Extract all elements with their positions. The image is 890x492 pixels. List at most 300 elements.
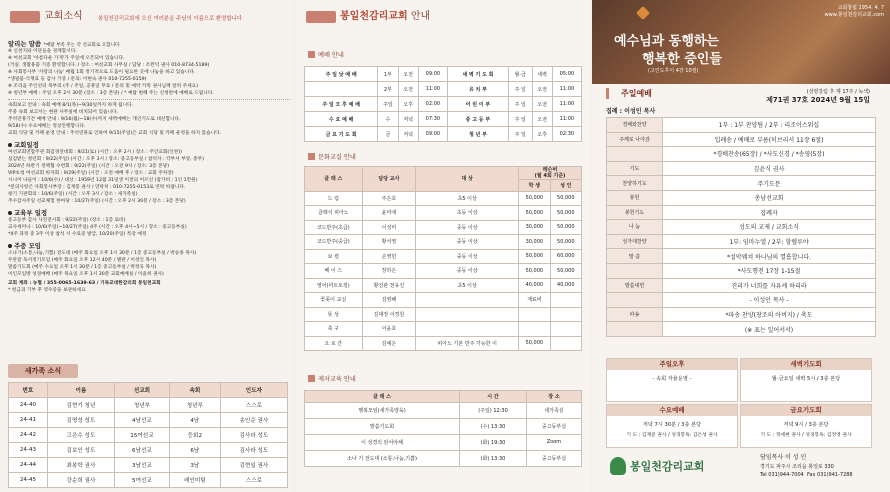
bullet-icon: [8, 143, 12, 147]
table-cell: 50,000: [550, 191, 581, 206]
table-cell: 50,000: [519, 191, 550, 206]
table-cell: 고은수 성도: [47, 428, 114, 443]
table-cell: 김예은: [362, 336, 416, 351]
table-row: [305, 278, 582, 293]
table-cell: 김영혜: [362, 293, 416, 308]
table-cell: 김윤식 권사: [663, 161, 876, 176]
edu-schedule-item: *4주 과정 중 3주 이상 참석 시 수료증 발급, 10/20(주일) 특강 예정: [8, 232, 147, 237]
notice-heading: [8, 39, 290, 48]
notice-item: ※ 조리음 주인선터 목부의 (주 / 주일, 공휴일 무료 / 문의 및 예약 카톡 권사님께 알려 주세요): [8, 84, 199, 89]
table-cell: 05:00: [552, 67, 581, 82]
table-cell: 강순희 권사: [47, 473, 114, 488]
table-cell: 주 일: [508, 112, 532, 127]
service-box: [606, 358, 738, 402]
table-cell: [607, 322, 663, 337]
table-row: [607, 176, 876, 191]
church-schedule-item: *문의사항은 사회봉사부장 : 김재봉 권사 / 연락처 : 010-7255-0153로 연락 바랍니다.: [8, 185, 186, 190]
table-cell: 말씀대면: [607, 278, 663, 293]
table-cell: 이윤호: [362, 322, 416, 337]
meeting-item: 소나기(소통,나눔,기쁨) 전도대 (매주 화요일 오후 1시 30분 / 1층 중고등부실 / 박승종 목사): [8, 251, 197, 256]
notice-dot-item: 교회 식당 및 카페 운영 안내 : 추석연휴로 인하여 9/15(주일)은 교회 식당 및 카페 운영을 하지 않습니다.: [8, 131, 222, 136]
table-cell: 봉헌기도: [607, 205, 663, 220]
title-bar-decoration: [306, 11, 336, 23]
table-cell: 3남선교: [115, 458, 170, 473]
table-cell: (수) 13:30: [460, 418, 527, 434]
table-cell: 중고등부실: [526, 418, 581, 434]
service-box-heading: 새벽기도회: [741, 359, 871, 370]
table-row: [607, 205, 876, 220]
table-row: [305, 97, 582, 112]
table-cell: 행복모임(새가족양육): [305, 402, 460, 418]
phone: Tel 031)944-7004: [760, 472, 804, 478]
church-url: www.봉일천감리교회.com: [824, 12, 884, 18]
discipleship-table: [304, 390, 582, 467]
table-cell: 24-45: [9, 473, 48, 488]
table-row: [305, 235, 582, 250]
table-row: [305, 191, 582, 206]
table-cell: 집례자: [663, 205, 876, 220]
info-title: [306, 8, 430, 26]
table-cell: [305, 82, 378, 97]
table-cell: 소나 기 전도대 (소통,나눔,기쁨): [305, 450, 460, 466]
table-row: [305, 112, 582, 127]
hero-headline-1: 예수님과 동행하는: [614, 34, 719, 49]
table-cell: 3남: [169, 458, 220, 473]
news-title-text: 교회소식: [44, 11, 83, 22]
table-cell: 이 성경의 읽어야해: [305, 434, 460, 450]
table-cell: 장하은: [362, 264, 416, 279]
section-icon: [308, 51, 315, 58]
table-cell: 꽃꽂이 교실: [305, 293, 363, 308]
phone-fax: [760, 472, 880, 478]
table-cell: [416, 322, 519, 337]
table-cell: [550, 336, 581, 351]
table-header-cell: 시 간: [460, 391, 527, 403]
table-cell: 김명성 성도: [47, 413, 114, 428]
table-row: [305, 450, 582, 466]
table-cell: 스스로: [220, 473, 287, 488]
table-header-cell: 선교회: [115, 383, 170, 398]
table-cell: 4남선교: [115, 413, 170, 428]
table-row: [607, 263, 876, 278]
table-cell: 30,000: [519, 235, 550, 250]
edu-schedule-heading-text: 교육부 일정: [14, 209, 48, 217]
table-cell: 금: [378, 127, 398, 142]
table-cell: 코드반주(초급): [305, 220, 363, 235]
notice-dot-item: 속회보고 안내 : 속회 예배 8/1(목)~9/30일까지 하게 됩니다.: [8, 103, 134, 108]
notice-item: *생필품·식재료 등 감사 기증 / 문의: 이현숙 권사 010-7255-0159): [8, 77, 147, 82]
table-row: [607, 220, 876, 235]
table-cell: 파송: [607, 307, 663, 322]
table-cell: *경배찬송(65장) / *사도신경 / *송영(5장): [663, 147, 876, 162]
table-cell: 기도: [607, 161, 663, 176]
culture-heading: [304, 152, 356, 163]
table-cell: 오전: [398, 67, 418, 82]
table-cell: 11:00: [552, 112, 581, 127]
table-cell: 중등 이상: [416, 264, 519, 279]
table-cell: 저녁: [398, 112, 418, 127]
news-panel: [0, 0, 294, 492]
section-icon: [308, 375, 315, 382]
dot-list: [8, 102, 290, 137]
table-cell: 오후: [398, 97, 418, 112]
table-cell: *사도행전 17장 1-15절: [663, 263, 876, 278]
table-cell: 주 일: [508, 82, 532, 97]
table-cell: 11:00: [418, 82, 447, 97]
church-schedule-item: 추수감사주일 선교체험 한마당 : 10/27(주일) (시간 : 오후 2시 30분 / 장소 : 3층 본당): [8, 199, 186, 204]
discipleship-heading: [304, 374, 356, 385]
table-header-cell: 클 래 스: [305, 167, 363, 192]
table-header-cell: 성 인: [550, 180, 581, 192]
edu-schedule-list: [8, 217, 290, 238]
new-family-table: [8, 382, 288, 488]
table-cell: - 이성인 목사 -: [663, 293, 876, 308]
notice-item: ※ 여선교회 '아름다운 가게'가 주일에 오픈되어 있습니다.: [8, 56, 125, 61]
table-cell: 김현기 청년: [47, 398, 114, 413]
culture-table: [304, 166, 582, 351]
bullet-icon: [8, 211, 12, 215]
table-cell: 주 일 오 후 예 배: [305, 97, 378, 112]
table-row: [9, 398, 288, 413]
table-cell: 유 치 부: [447, 82, 508, 97]
table-row: [305, 418, 582, 434]
table-row: [607, 249, 876, 264]
church-schedule-item: 시니어 나들이 : 10/6(수) / 대상 : 1959년 12월 31일생 이전의 어르신 (참가비 : 1인 1만원): [8, 178, 198, 183]
table-cell: 4남: [169, 413, 220, 428]
table-cell: 50,000: [519, 336, 550, 351]
table-cell: [519, 322, 550, 337]
info-title-suffix: 안내: [410, 11, 431, 22]
table-cell: 주일: [378, 97, 398, 112]
table-row: [607, 132, 876, 147]
table-cell: [550, 307, 581, 322]
table-cell: (※ 표는 일어서서): [663, 322, 876, 337]
table-cell: 50,000: [550, 264, 581, 279]
service-box: [740, 358, 872, 402]
service-box-heading: 주일오후: [607, 359, 737, 370]
service-box-line: 저녁 9시 / 3층 본당: [783, 422, 829, 428]
table-row: [607, 118, 876, 133]
table-cell: 02:00: [418, 97, 447, 112]
table-cell: 월-금: [508, 67, 532, 82]
table-cell: 초5 이상: [416, 278, 519, 293]
officiant: 집례 : 이성인 목사: [606, 108, 656, 115]
table-header-cell: 대 상: [416, 167, 519, 192]
table-cell: [519, 307, 550, 322]
table-cell: 청년부: [115, 398, 170, 413]
table-cell: 레인미팅: [169, 473, 220, 488]
church-schedule-heading-text: 교회일정: [14, 141, 39, 149]
account-note: * 헌금과 기부 후 영수증을 보관하세요: [8, 288, 86, 293]
table-row: [607, 278, 876, 293]
table-cell: 새벽: [532, 67, 552, 82]
discipleship-heading-text: 제자교육 안내: [318, 376, 356, 383]
table-cell: 중고등부실: [526, 450, 581, 466]
table-row: [9, 413, 288, 428]
table-cell: 1부: [378, 67, 398, 82]
table-cell: 경배와찬양: [607, 118, 663, 133]
table-cell: 중등 이상: [416, 220, 519, 235]
table-cell: 오전: [398, 82, 418, 97]
cross-icon: [636, 6, 650, 20]
table-cell: 5여선교: [115, 473, 170, 488]
table-cell: 말씀기도회: [305, 418, 460, 434]
table-cell: 손영민: [362, 249, 416, 264]
table-row: [607, 161, 876, 176]
meeting-item: 이인모임방 성경예배 (매주 목요일 오후 1시 30분 교회예배실 / 이윤희 권사): [8, 272, 164, 277]
worship-heading-text: 예배 안내: [318, 52, 344, 59]
table-cell: 황진관 천유진: [362, 278, 416, 293]
title-bar-decoration: [10, 11, 40, 23]
table-cell: 24-43: [9, 443, 48, 458]
service-box: [740, 404, 872, 448]
table-cell: 베 이 스: [305, 264, 363, 279]
table-cell: 초등 이상: [416, 206, 519, 221]
table-cell: [607, 263, 663, 278]
table-cell: 24-40: [9, 398, 48, 413]
hero-verse: (고린도후서 4장 10절): [648, 68, 699, 74]
table-cell: 황서영: [362, 235, 416, 250]
table-cell: 김대정 이경원: [362, 307, 416, 322]
table-cell: 말 씀: [607, 249, 663, 264]
notice-extra: *예람 부족 주는 각 선교회로 오합니다: [43, 43, 120, 48]
news-body: [8, 36, 290, 294]
table-cell: 영어(미트토킹): [305, 278, 363, 293]
table-cell: [550, 293, 581, 308]
worship-table: [304, 66, 582, 142]
table-cell: [550, 322, 581, 337]
section-icon: [308, 153, 315, 160]
table-row: [305, 434, 582, 450]
table-cell: 오전: [532, 97, 552, 112]
table-row: [607, 293, 876, 308]
table-row: [9, 428, 288, 443]
table-header-cell: 담당 교사: [362, 167, 416, 192]
table-row: [305, 127, 582, 142]
service-box-line: - 속회 자율운영 -: [652, 376, 692, 382]
table-cell: *설악웨쳐 하나님의 열흡합니다.: [663, 249, 876, 264]
weekly-meeting-list: [8, 250, 290, 278]
table-row: [305, 220, 582, 235]
edu-schedule-item: 교사세미나 : 10/6(주일)~10/27(주일) 4주 (시간 : 오후 4시~5시 / 장소 : 중고등부실): [8, 225, 187, 230]
table-cell: 02:30: [552, 127, 581, 142]
church-schedule-item: 2024년 하반기 정책협 수련회 : 9/22(주일) (시간 : 오전 9시 / 장소: 3층 본당): [8, 164, 170, 169]
table-cell: 나 눔: [607, 220, 663, 235]
table-cell: 코드반주(중급): [305, 235, 363, 250]
table-cell: 피아노 기본 반주 가능한 이: [416, 336, 519, 351]
table-cell: [607, 147, 663, 162]
table-cell: 찬양하기도: [607, 176, 663, 191]
fee-basis: (월 4회 기준): [534, 173, 566, 179]
table-cell: 봉헌: [607, 190, 663, 205]
meeting-item: 두란갈 독서정기모임 (매주 화요일 오후 12시 40분 / 별관 / 이성인 목사): [8, 258, 157, 263]
notice-item: ※ 신천지와 이단들을 경계합시다.: [8, 49, 77, 54]
service-box-line: 저녁 7시 30분 / 3층 본당: [642, 422, 702, 428]
table-row: [9, 458, 288, 473]
issue-number: 제71권 37호 2024년 9월 15일: [766, 96, 870, 104]
logo-emblem-icon: [610, 457, 626, 475]
info-title-church: 봉일천감리교회: [340, 11, 408, 22]
table-cell: 성도의 교제 / 교회소식: [663, 220, 876, 235]
table-cell: 6남선교: [115, 443, 170, 458]
church-schedule-item: 섬김받는 청년회 : 9/22(주일) (시간 : 오후 3시 / 장소: 중고등부실 / 참석자 : 각부서 부장, 총무): [8, 157, 205, 162]
table-cell: 24-41: [9, 413, 48, 428]
church-founded: 교회창립 1954. 4. 7: [837, 5, 884, 11]
table-header-row: [305, 167, 582, 180]
table-cell: 중등 이상: [416, 249, 519, 264]
notice-item: (거실. 생활용품 기증 환영합니다. / 장소 : 여선교회 사무실 / 담당 : 조완덕 권사 010-8734-5189): [8, 63, 210, 68]
table-row: [305, 322, 582, 337]
divider: [8, 99, 290, 100]
edu-schedule-item: 중고등부 감사 사진전시회 : 9/22(주일) (장소 : 1층 로비): [8, 218, 126, 223]
worship-heading: [304, 50, 344, 61]
table-header-cell: 속회: [169, 383, 220, 398]
info-panel: [296, 0, 590, 492]
table-cell: 50,000: [519, 206, 550, 221]
table-row: [305, 264, 582, 279]
table-row: [305, 293, 582, 308]
table-cell: 축 구: [305, 322, 363, 337]
table-cell: 주 일: [508, 97, 532, 112]
table-cell: 50,000: [550, 235, 581, 250]
notice-heading-text: 알리는 말씀: [8, 40, 42, 48]
table-cell: 김현일 권사: [220, 458, 287, 473]
table-header-cell: 학 생: [519, 180, 550, 192]
table-cell: 09:00: [418, 127, 447, 142]
table-cell: 주 일: [508, 127, 532, 142]
church-address: 경기도 파주시 조리읍 봉일로 330: [760, 464, 834, 470]
church-schedule-list: [8, 149, 290, 205]
table-cell: 등회2: [169, 428, 220, 443]
table-cell: Zoom: [526, 434, 581, 450]
table-cell: 11:00: [552, 82, 581, 97]
bulletin-cover-panel: [592, 0, 890, 492]
table-cell: [416, 307, 519, 322]
table-cell: 2부: [378, 82, 398, 97]
table-row: [305, 402, 582, 418]
table-header-cell: 장 소: [526, 391, 581, 403]
table-cell: 1부: 임마누엘 / 2부: 할렐루야: [663, 234, 876, 249]
table-cell: 오 로 간: [305, 336, 363, 351]
table-row: [305, 307, 582, 322]
table-row: [607, 307, 876, 322]
table-cell: 드 럼: [305, 191, 363, 206]
table-cell: 50,000: [550, 206, 581, 221]
table-cell: 주은호: [362, 191, 416, 206]
table-cell: (주일) 12:30: [460, 402, 527, 418]
table-cell: 30,000: [519, 220, 550, 235]
logo-church-name: 봉일천감리교회: [630, 460, 705, 473]
notice-dot-item: 9/18(수) 수요예배는 정상진행합니다.: [8, 124, 86, 129]
table-cell: 수 요 예 배: [305, 112, 378, 127]
service-box-heading: 금요기도회: [741, 405, 871, 416]
table-cell: 오전: [532, 82, 552, 97]
table-row: [305, 82, 582, 97]
table-cell: 어 린 이 부: [447, 97, 508, 112]
table-cell: 새 벽 기 도 회: [447, 67, 508, 82]
table-cell: 40,000: [519, 278, 550, 293]
table-cell: 최봉학 권사: [47, 458, 114, 473]
table-row: [305, 249, 582, 264]
table-header-cell: 인도자: [220, 383, 287, 398]
table-cell: 새가족실: [526, 402, 581, 418]
culture-heading-text: 문화교실 안내: [318, 154, 356, 161]
table-cell: 스스로: [220, 398, 287, 413]
table-cell: 60,000: [550, 249, 581, 264]
table-cell: 중 고 등 부: [447, 112, 508, 127]
service-box-heading: 수요예배: [607, 405, 737, 416]
table-cell: 24-42: [9, 428, 48, 443]
church-contact: [760, 452, 880, 478]
notice-item: ※ 청년부 예배 : 주일 오후 2시 30분 (장소 : 3층 본당) / * 예람 변혜 주는 신청반에 예배로 드립니다.: [8, 91, 214, 96]
hero-image: [592, 0, 890, 84]
church-schedule-heading: [8, 140, 290, 149]
notice-dot-item: 추석연휴기간 예배 안내 : 9/16(월)~18(수)까지 새벽예배는 개인기도로 대신합니다.: [8, 117, 181, 122]
table-cell: 총남선교회: [663, 190, 876, 205]
church-account: 교회 계좌 : 농협 / 355-0065-1639-63 / 기독교대한감리회 봉일천교회: [8, 281, 161, 286]
service-box-line: 기 도 : 정세현 권사 / 성경봉독: 김정영 권사: [760, 433, 852, 438]
service-order-table: [606, 117, 876, 337]
table-row: [607, 147, 876, 162]
table-cell: 주 일 낮 예 배: [305, 67, 378, 82]
table-cell: 진리가 너희를 자유케 하리라: [663, 278, 876, 293]
table-cell: 24-44: [9, 458, 48, 473]
table-row: [607, 190, 876, 205]
table-row: [9, 443, 288, 458]
table-cell: 09:00: [418, 67, 447, 82]
service-box-line: 기 도 : 김재준 권사 / 성경봉독: 김은성 권사: [626, 433, 718, 438]
bullet-icon: [8, 244, 12, 248]
table-cell: (화) 19:30: [460, 434, 527, 450]
table-cell: 성가대찬양: [607, 234, 663, 249]
notice-item: ※ 사회봉사부 '사랑의 나눔' 매월 1회 정기적으로 도움이 필요한 곳에 나눔을 하고 있습니다.: [8, 70, 196, 75]
table-cell: 클래식 피아노: [305, 206, 363, 221]
table-cell: 15여선교: [115, 428, 170, 443]
edu-schedule-heading: [8, 208, 290, 217]
table-row: [305, 336, 582, 351]
table-cell: 오전: [532, 112, 552, 127]
weekly-meeting-heading-text: 주중 모임: [14, 242, 41, 250]
table-cell: 금 요 기 도 회: [305, 127, 378, 142]
table-cell: 청년부: [169, 398, 220, 413]
welcome-subtitle: 봉일천감리교회에 오신 여러분을 주님의 이름으로 환영합니다: [98, 16, 242, 22]
table-cell: [416, 293, 519, 308]
news-title: [10, 8, 83, 26]
table-cell: [607, 293, 663, 308]
table-header-row: [9, 383, 288, 398]
hero-headline-2: 행복한 증인들: [642, 52, 722, 67]
table-cell: 오후: [532, 127, 552, 142]
sunday-service-heading: 주일예배: [606, 88, 876, 99]
table-row: [607, 234, 876, 249]
table-cell: 50,000: [519, 249, 550, 264]
table-cell: *파송 찬양(창조의 아버지) / 축도: [663, 307, 876, 322]
table-cell: 중등 이상: [416, 235, 519, 250]
fee-heading: 레슨비: [542, 167, 558, 173]
church-schedule-item: VIP초청 여선교회 바자회 : 9/29(주일) (시간 : 오전 예배 후 / 장소 : 교회 주차장): [8, 171, 174, 176]
table-cell: 수: [378, 112, 398, 127]
table-cell: (화) 13:30: [460, 450, 527, 466]
table-header-cell: 번호: [9, 383, 48, 398]
table-cell: 40,000: [550, 278, 581, 293]
table-cell: 저녁: [398, 127, 418, 142]
table-cell: 윤미애: [362, 206, 416, 221]
liturgical-calendar: (성령강림 후 제 17주 / 녹색): [806, 89, 870, 95]
table-cell: 11:00: [552, 97, 581, 112]
new-family-heading: 새가족 소식: [8, 364, 78, 378]
table-row: [9, 473, 288, 488]
service-boxes: [606, 358, 876, 450]
